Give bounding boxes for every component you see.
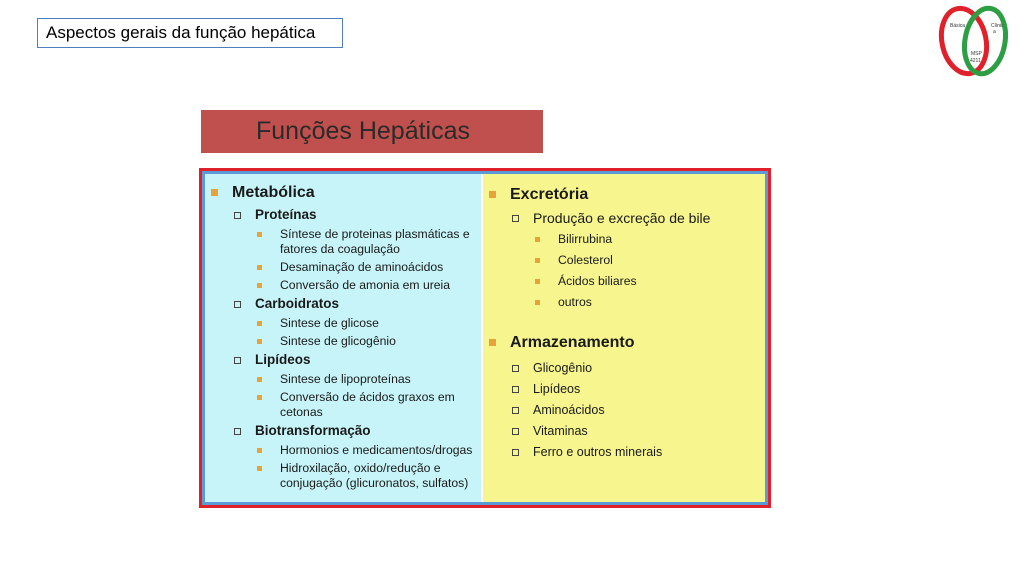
hollow-square-bullet-icon [234, 428, 241, 435]
logo-left-word: Básica [950, 23, 966, 29]
list-item: Ferro e outros minerais [483, 443, 769, 461]
list-item: Ácidos biliares [483, 274, 769, 289]
group-label: Biotransformação [205, 422, 481, 440]
square-bullet-icon [211, 189, 218, 196]
excretory-heading: Excretória [483, 184, 769, 206]
square-bullet-icon [535, 258, 540, 263]
list-item: Aminoácidos [483, 401, 769, 419]
logo-right-word: Clínic [991, 23, 1004, 29]
group-label: Produção e excreção de bile [483, 209, 769, 227]
list-item: Hidroxilação, oxido/redução e conjugação (glicuronatos, sulfatos) [205, 461, 481, 491]
square-bullet-icon [535, 237, 540, 242]
square-bullet-icon [257, 395, 262, 400]
list-item: Bilirrubina [483, 232, 769, 247]
square-bullet-icon [257, 321, 262, 326]
hollow-square-bullet-icon [234, 357, 241, 364]
hollow-square-bullet-icon [512, 365, 519, 372]
logo-center-word: MSP [971, 51, 982, 57]
square-bullet-icon [535, 300, 540, 305]
square-bullet-icon [257, 448, 262, 453]
list-item: Sintese de lipoproteínas [205, 372, 481, 387]
list-item: Glicogênio [483, 359, 769, 377]
square-bullet-icon [257, 283, 262, 288]
hollow-square-bullet-icon [512, 386, 519, 393]
list-item: Lipídeos [483, 380, 769, 398]
slide-title: Funções Hepáticas [201, 110, 543, 153]
hollow-square-bullet-icon [512, 428, 519, 435]
excretory-storage-column [483, 174, 765, 502]
list-item: Sintese de glicose [205, 316, 481, 331]
square-bullet-icon [257, 265, 262, 270]
metabolic-column [205, 174, 483, 502]
square-bullet-icon [257, 339, 262, 344]
slide-topic: Aspectos gerais da função hepática [37, 18, 343, 48]
list-item: Conversão de amonia em ureia [205, 278, 481, 293]
list-item: Hormonios e medicamentos/drogas [205, 443, 481, 458]
functions-table [199, 168, 771, 508]
list-item: Desaminação de aminoácidos [205, 260, 481, 275]
square-bullet-icon [489, 191, 496, 198]
hollow-square-bullet-icon [512, 449, 519, 456]
hollow-square-bullet-icon [512, 407, 519, 414]
metabolic-heading: Metabólica [205, 182, 481, 204]
course-logo [938, 4, 1010, 78]
hollow-square-bullet-icon [234, 301, 241, 308]
square-bullet-icon [257, 466, 262, 471]
hollow-square-bullet-icon [234, 212, 241, 219]
storage-heading: Armazenamento [483, 332, 769, 354]
list-item: outros [483, 295, 769, 310]
list-item: Vitaminas [483, 422, 769, 440]
square-bullet-icon [257, 232, 262, 237]
square-bullet-icon [535, 279, 540, 284]
logo-right-word-end: a [993, 29, 996, 35]
square-bullet-icon [257, 377, 262, 382]
square-bullet-icon [489, 339, 496, 346]
list-item: Conversão de ácidos graxos em cetonas [205, 390, 481, 420]
group-label: Carboidratos [205, 295, 481, 313]
hollow-square-bullet-icon [512, 215, 519, 222]
list-item: Síntese de proteinas plasmáticas e fatores da coagulação [205, 227, 481, 257]
logo-center-code: 4211 [970, 58, 981, 64]
group-label: Proteínas [205, 206, 481, 224]
list-item: Sintese de glicogênio [205, 334, 481, 349]
group-label: Lipídeos [205, 351, 481, 369]
list-item: Colesterol [483, 253, 769, 268]
